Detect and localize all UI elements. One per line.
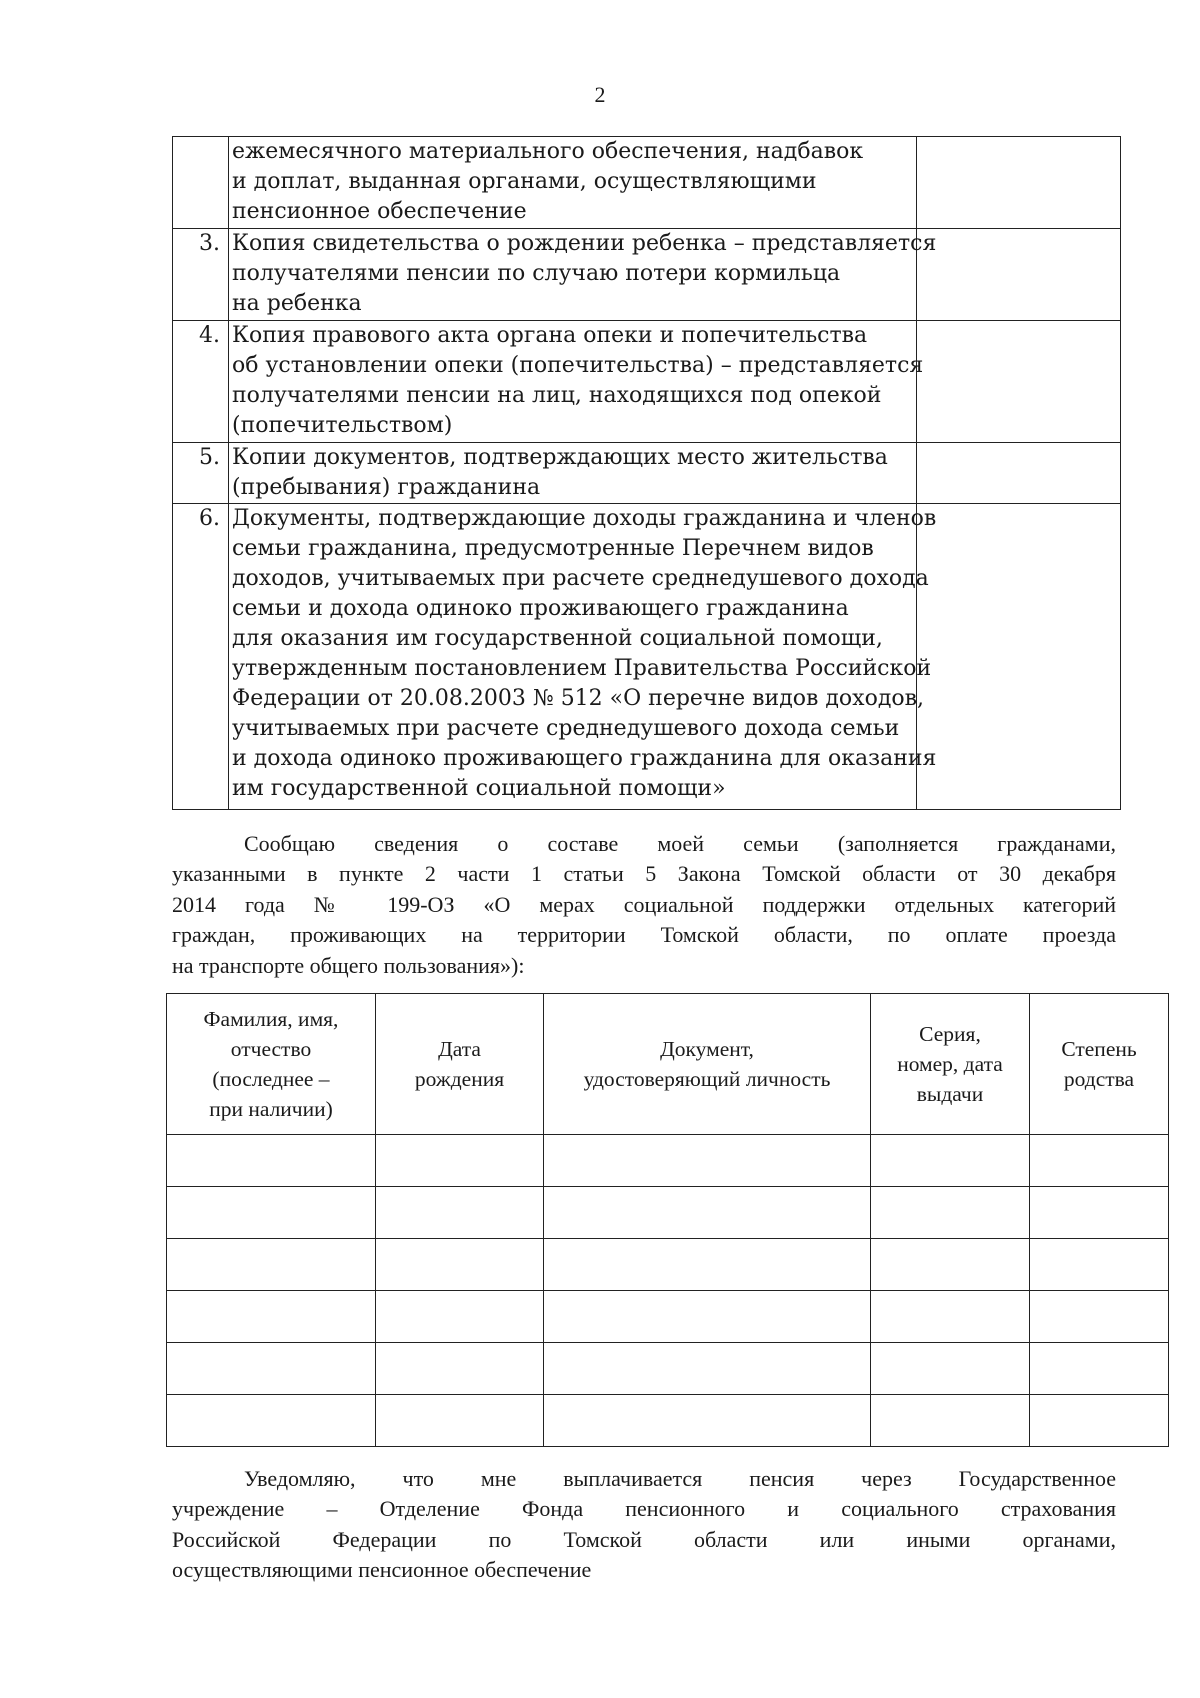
- row-number: 6.: [173, 504, 229, 810]
- description-line: получателями пенсии по случаю потери кормильца: [232, 261, 841, 286]
- header-line: выдачи: [916, 1082, 984, 1106]
- family-input-cell[interactable]: [376, 1239, 544, 1291]
- document-row: [173, 504, 1121, 810]
- description-line: и дохода одиноко проживающего гражданина для оказания: [232, 746, 937, 771]
- family-input-cell[interactable]: [871, 1395, 1030, 1447]
- paragraph-line: осуществляющими пенсионное обеспечение: [172, 1557, 592, 1583]
- mark-cell[interactable]: [917, 504, 1121, 810]
- description-line: об установлении опеки (попечительства) – представляется: [232, 353, 924, 378]
- document-description: [229, 137, 917, 229]
- document-description: [229, 504, 937, 810]
- family-input-cell[interactable]: [167, 1135, 376, 1187]
- family-input-cell[interactable]: [1030, 1239, 1169, 1291]
- description-line: семьи гражданина, предусмотренные Перечнем видов: [232, 536, 874, 561]
- description-line: им государственной социальной помощи»: [232, 776, 726, 801]
- page-number: 2: [594, 82, 606, 107]
- family-input-cell[interactable]: [167, 1291, 376, 1343]
- description-line: и доплат, выданная органами, осуществляющими: [232, 169, 817, 194]
- mark-cell[interactable]: [917, 321, 1121, 443]
- header-line: (последнее –: [212, 1067, 330, 1091]
- family-input-cell[interactable]: [1030, 1343, 1169, 1395]
- document-description: [229, 321, 924, 443]
- description-line: семьи и дохода одиноко проживающего гражданина: [232, 596, 849, 621]
- family-input-cell[interactable]: [376, 1291, 544, 1343]
- family-input-cell[interactable]: [544, 1239, 871, 1291]
- family-input-cell[interactable]: [871, 1291, 1030, 1343]
- pension-notice-paragraph: [172, 1464, 1116, 1586]
- header-line: номер, дата: [897, 1052, 1003, 1076]
- description-line: на ребенка: [232, 291, 362, 316]
- description-line: доходов, учитываемых при расчете среднедушевого дохода: [232, 566, 929, 591]
- mark-cell[interactable]: [917, 137, 1121, 229]
- column-header: [871, 994, 1030, 1135]
- description-line: ежемесячного материального обеспечения, надбавок: [232, 139, 864, 164]
- family-members-table: [166, 993, 1169, 1447]
- description-line: Документы, подтверждающие доходы гражданина и членов: [232, 506, 937, 531]
- paragraph-line: учреждение – Отделение Фонда пенсионного и социального страхования: [172, 1496, 1116, 1522]
- mark-cell[interactable]: [917, 229, 1121, 321]
- column-header: [544, 994, 871, 1135]
- header-line: Фамилия, имя,: [203, 1007, 339, 1031]
- header-line: родства: [1063, 1067, 1135, 1091]
- paragraph-line: 2014 года № 199-ОЗ «О мерах социальной поддержки отдельных категорий: [172, 891, 1116, 917]
- header-line: Степень: [1061, 1037, 1137, 1061]
- description-line: (пребывания) гражданина: [232, 475, 541, 500]
- family-input-cell[interactable]: [1030, 1135, 1169, 1187]
- paragraph-line: на транспорте общего пользования»):: [172, 952, 525, 978]
- header-line: Дата: [438, 1037, 481, 1061]
- family-member-row: [167, 1135, 1169, 1187]
- family-input-cell[interactable]: [1030, 1395, 1169, 1447]
- paragraph-line: указанными в пункте 2 части 1 статьи 5 Закона Томской области от 30 декабря: [172, 861, 1116, 887]
- document-row: [173, 443, 1121, 504]
- document-row: [173, 137, 1121, 229]
- header-line: при наличии): [209, 1097, 333, 1121]
- family-input-cell[interactable]: [1030, 1187, 1169, 1239]
- family-input-cell[interactable]: [544, 1135, 871, 1187]
- family-member-row: [167, 1291, 1169, 1343]
- paragraph-line: граждан, проживающих на территории Томской области, по оплате проезда: [172, 922, 1116, 948]
- family-input-cell[interactable]: [376, 1135, 544, 1187]
- family-input-cell[interactable]: [167, 1395, 376, 1447]
- family-input-cell[interactable]: [871, 1343, 1030, 1395]
- family-input-cell[interactable]: [871, 1135, 1030, 1187]
- column-header: [167, 994, 376, 1135]
- document-description: [229, 229, 937, 321]
- description-line: (попечительством): [232, 413, 453, 438]
- family-input-cell[interactable]: [544, 1343, 871, 1395]
- description-line: Копия свидетельства о рождении ребенка – представляется: [232, 231, 937, 256]
- family-input-cell[interactable]: [1030, 1291, 1169, 1343]
- description-line: пенсионное обеспечение: [232, 199, 527, 224]
- document-description: [229, 443, 917, 504]
- family-input-cell[interactable]: [167, 1343, 376, 1395]
- family-input-cell[interactable]: [376, 1395, 544, 1447]
- family-input-cell[interactable]: [376, 1343, 544, 1395]
- description-line: Копия правового акта органа опеки и попечительства: [232, 323, 868, 348]
- family-input-cell[interactable]: [544, 1291, 871, 1343]
- family-member-row: [167, 1343, 1169, 1395]
- paragraph-line: Сообщаю сведения о составе моей семьи (заполняется гражданами,: [244, 831, 1116, 856]
- document-row: [173, 229, 1121, 321]
- description-line: Федерации от 20.08.2003 № 512 «О перечне видов доходов,: [232, 686, 925, 711]
- column-header: [376, 994, 544, 1135]
- document-row: [173, 321, 1121, 443]
- row-number: 3.: [173, 229, 229, 321]
- description-line: получателями пенсии на лиц, находящихся под опекой: [232, 383, 882, 408]
- paragraph-line: Уведомляю, что мне выплачивается пенсия через Государственное: [244, 1466, 1116, 1491]
- mark-cell[interactable]: [917, 443, 1121, 504]
- family-member-row: [167, 1239, 1169, 1291]
- family-input-cell[interactable]: [376, 1187, 544, 1239]
- row-number: 4.: [173, 321, 229, 443]
- family-member-row: [167, 1395, 1169, 1447]
- row-number: [173, 137, 229, 229]
- column-header: [1030, 994, 1169, 1135]
- family-input-cell[interactable]: [871, 1239, 1030, 1291]
- family-input-cell[interactable]: [544, 1395, 871, 1447]
- family-member-row: [167, 1187, 1169, 1239]
- family-input-cell[interactable]: [544, 1187, 871, 1239]
- description-line: утвержденным постановлением Правительства Российской: [232, 656, 932, 681]
- family-input-cell[interactable]: [871, 1187, 1030, 1239]
- description-line: учитываемых при расчете среднедушевого дохода семьи: [232, 716, 900, 741]
- header-line: удостоверяющий личность: [583, 1067, 831, 1091]
- family-composition-paragraph: [172, 829, 1116, 981]
- header-line: Документ,: [660, 1037, 754, 1061]
- row-number: 5.: [173, 443, 229, 504]
- description-line: Копии документов, подтверждающих место жительства: [232, 445, 888, 470]
- header-line: Серия,: [919, 1022, 981, 1046]
- family-input-cell[interactable]: [167, 1239, 376, 1291]
- header-line: отчество: [230, 1037, 312, 1061]
- documents-table: [172, 136, 1121, 810]
- header-line: рождения: [414, 1067, 505, 1091]
- description-line: для оказания им государственной социальной помощи,: [232, 626, 883, 651]
- family-input-cell[interactable]: [167, 1187, 376, 1239]
- paragraph-line: Российской Федерации по Томской области или иными органами,: [172, 1526, 1116, 1552]
